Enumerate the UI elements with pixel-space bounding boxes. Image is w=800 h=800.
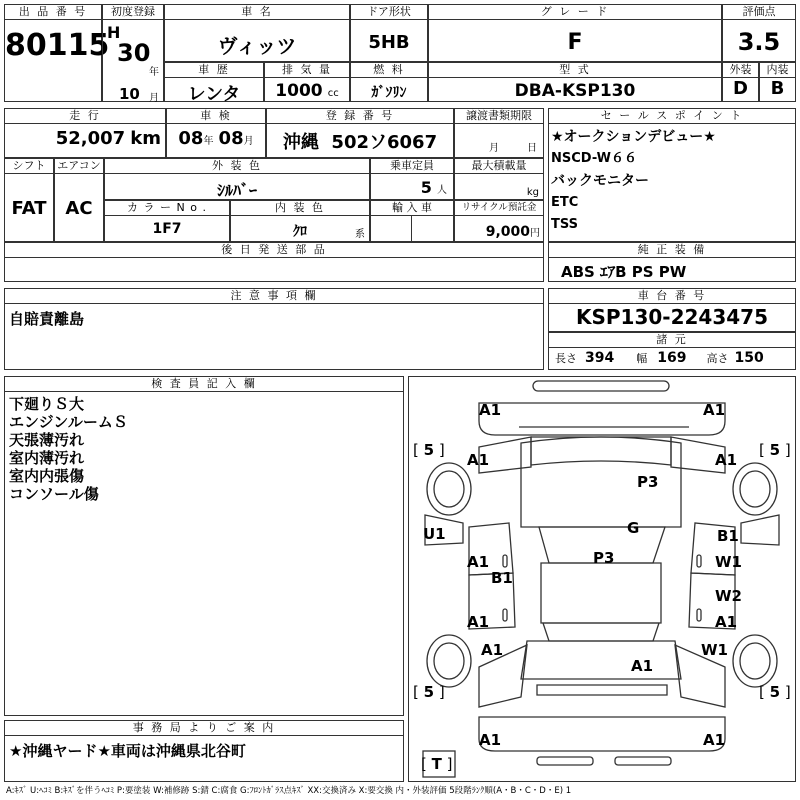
plate-number: 沖縄 502ソ6067 <box>282 132 438 153</box>
sales-point: バックモニター <box>551 173 649 189</box>
ext-color-label: 外 装 色 <box>105 159 369 174</box>
specs-label: 諸 元 <box>549 333 795 348</box>
int-color-cell <box>230 200 370 242</box>
tire-front-right: [ 5 ] <box>759 441 791 459</box>
length-label: 長さ <box>555 352 577 365</box>
car-name-cell <box>164 4 350 62</box>
mark-glass: G <box>627 519 640 537</box>
model: DBA-KSP130 <box>514 81 636 101</box>
mark-trunk: A1 <box>631 657 654 675</box>
length: 394 <box>585 350 615 366</box>
transfer-deadline-label: 譲渡書類期限 <box>455 109 543 124</box>
shift-label: シフト <box>5 159 53 174</box>
recycle-label: リサイクル預託金 <box>455 201 543 216</box>
equipment-label: 純 正 装 備 <box>549 243 795 258</box>
first-reg-year: 30 <box>117 39 151 67</box>
mark-front-right: A1 <box>703 401 726 419</box>
fuel-label: 燃 料 <box>351 63 427 78</box>
mark-right-door-front: B1 <box>717 527 739 545</box>
tire-front-left-value: 5 <box>423 441 435 459</box>
recycle-unit: 円 <box>530 228 540 239</box>
mark-right-door-rear-w: W2 <box>715 587 742 605</box>
inspector-line: 天張薄汚れ <box>9 431 85 449</box>
capacity-unit: 人 <box>437 185 447 196</box>
mark-right-door-rear: A1 <box>715 613 738 631</box>
transfer-deadline-cell <box>454 108 544 158</box>
lot-number-label: 出 品 番 号 <box>5 5 101 20</box>
tire-front-left: [ 5 ] <box>413 441 445 459</box>
load-label: 最大積載量 <box>455 159 543 174</box>
tire-rear-right: [ 5 ] <box>759 683 791 701</box>
era: H <box>107 23 121 42</box>
lot-number: 80115 <box>5 28 110 63</box>
office-text: ★沖縄ヤード★車両は沖縄県北谷町 <box>9 742 246 760</box>
width: 169 <box>657 350 687 366</box>
color-no-cell <box>104 200 230 242</box>
mileage-cell <box>4 108 166 158</box>
sales-point: TSS <box>551 217 579 232</box>
recycle-cell <box>454 200 544 242</box>
year-unit: 年 <box>149 67 159 78</box>
import-label: 輸 入 車 <box>371 201 453 216</box>
notes-panel <box>4 288 544 370</box>
car-diagram-outline <box>409 377 795 781</box>
tire-front-right-value: 5 <box>769 441 781 459</box>
specs-cell <box>548 332 796 370</box>
mark-front-left: A1 <box>479 401 502 419</box>
tire-rear-right-value: 5 <box>769 683 781 701</box>
mark-roof: P3 <box>593 549 615 567</box>
inspector-line: 室内内張傷 <box>9 467 85 485</box>
inspector-line: コンソール傷 <box>9 485 99 503</box>
mileage-unit: km <box>130 128 161 149</box>
mark-rear-bumper-right: A1 <box>703 731 726 749</box>
model-label: 型 式 <box>429 63 721 78</box>
load-unit: kg <box>526 187 539 198</box>
first-reg-month: 10 <box>119 85 140 103</box>
capacity-cell <box>370 158 454 200</box>
chassis-label: 車 台 番 号 <box>549 289 795 304</box>
interior-score-cell <box>759 62 796 102</box>
int-color-unit: 系 <box>355 229 365 240</box>
plate-cell <box>266 108 454 158</box>
int-color: ｸﾛ <box>293 224 307 240</box>
sales-point: ★オークションデビュー★ <box>551 129 716 145</box>
inspection-month: 08 <box>218 128 244 149</box>
inspector-label: 検 査 員 記 入 欄 <box>5 377 403 392</box>
mark-hood: P3 <box>637 473 659 491</box>
inspection-label: 車 検 <box>167 109 265 124</box>
mark-left-door-front-b: B1 <box>491 569 513 587</box>
car-name-label: 車 名 <box>165 5 349 20</box>
legend: A:ｷｽﾞ U:ﾍｺﾐ B:ｷｽﾞを伴うﾍｺﾐ P:要塗装 W:補修跡 S:錆 C:腐食 G:ﾌﾛﾝﾄｶﾞﾗｽ点ｷｽﾞ XX:交換済み X:要交換 内・外装評価 5段階ﾗﾝｸ順(A・B・C・D・E) 1 <box>6 786 572 796</box>
sales-points-label: セ ー ル ス ポ イ ン ト <box>549 109 795 124</box>
history: レンタ <box>187 84 241 105</box>
mark-left-door-rear: A1 <box>467 613 490 631</box>
ext-color: ｼﾙﾊﾞｰ <box>216 181 257 200</box>
mark-front-left-fender: A1 <box>467 451 490 469</box>
fuel-cell <box>350 62 428 102</box>
aircon-label: エアコン <box>55 159 103 174</box>
model-cell <box>428 62 722 102</box>
equipment-cell <box>548 242 796 282</box>
chassis-number: KSP130-2243475 <box>575 305 769 329</box>
inspection-month-unit: 月 <box>243 136 254 147</box>
shift: FAT <box>11 198 47 219</box>
fuel: ｶﾞｿﾘﾝ <box>371 85 407 101</box>
inspector-line: エンジンルームＳ <box>9 413 128 431</box>
interior-label: 内装 <box>760 63 795 78</box>
office-panel <box>4 720 404 782</box>
spare-tire-value: T <box>431 755 442 773</box>
inspector-line: 下廻りＳ大 <box>9 395 85 413</box>
int-color-label: 内 装 色 <box>231 201 369 216</box>
mark-left-side-top: U1 <box>423 525 446 543</box>
notes-text: 自賠責離島 <box>9 310 85 328</box>
transfer-month-unit: 月 <box>489 143 499 154</box>
mark-left-rear: A1 <box>481 641 504 659</box>
damage-diagram <box>408 376 796 782</box>
sales-point: NSCD-W６６ <box>551 151 637 166</box>
notes-label: 注 意 事 項 欄 <box>5 289 543 304</box>
color-no-label: カ ラ ー N o . <box>105 201 229 216</box>
equipment: ABS ｴｱB PS PW <box>561 263 687 281</box>
first-registration-cell <box>102 4 164 102</box>
load-cell <box>454 158 544 200</box>
sales-points-panel <box>548 108 796 242</box>
ext-color-cell <box>104 158 370 200</box>
grade-cell <box>428 4 722 62</box>
exterior-score: D <box>733 78 748 99</box>
inspection-year-unit: 年 <box>203 136 214 147</box>
transfer-day-unit: 日 <box>527 143 537 154</box>
height: 150 <box>734 350 764 366</box>
exterior-score-cell <box>722 62 759 102</box>
height-label: 高さ <box>706 352 729 365</box>
later-parts-label: 後 日 発 送 部 品 <box>5 243 543 258</box>
grade: F <box>567 30 583 55</box>
tire-rear-left-value: 5 <box>423 683 435 701</box>
chassis-cell <box>548 288 796 332</box>
first-registration-label: 初度登録 <box>103 5 163 20</box>
history-label: 車 歴 <box>165 63 263 78</box>
spare-tire: [ T ] <box>421 755 453 773</box>
score-cell <box>722 4 796 62</box>
displacement-unit: cc <box>327 88 339 99</box>
inspection-cell <box>166 108 266 158</box>
shift-cell <box>4 158 54 242</box>
import-divider <box>411 216 412 242</box>
import-cell <box>370 200 454 242</box>
score-label: 評価点 <box>723 5 795 20</box>
car-name: ヴィッツ <box>217 34 297 58</box>
plate-label: 登 録 番 号 <box>267 109 453 124</box>
recycle-amount: 9,000 <box>485 224 530 240</box>
inspector-panel <box>4 376 404 716</box>
mark-right-rear: W1 <box>701 641 728 659</box>
mark-left-door-front: A1 <box>467 553 490 571</box>
office-label: 事 務 局 よ り ご 案 内 <box>5 721 403 736</box>
displacement: 1000 <box>275 81 323 101</box>
later-parts-cell <box>4 242 544 282</box>
mark-right-door-front-w: W1 <box>715 553 742 571</box>
width-label: 幅 <box>636 352 648 365</box>
door-type-label: ドア形状 <box>351 5 427 20</box>
sales-point: ETC <box>551 195 579 210</box>
sales-points-list <box>549 124 795 238</box>
tire-rear-left: [ 5 ] <box>413 683 445 701</box>
history-cell <box>164 62 264 105</box>
score: 3.5 <box>737 28 781 56</box>
capacity: 5 <box>420 178 432 197</box>
lot-number-cell <box>4 4 110 102</box>
mileage-label: 走 行 <box>5 109 165 124</box>
inspector-line: 室内薄汚れ <box>9 449 85 467</box>
displacement-cell <box>264 62 350 102</box>
door-type-cell <box>350 4 428 62</box>
mileage: 52,007 <box>55 128 126 149</box>
inspection-year: 08 <box>178 128 204 149</box>
color-no: 1F7 <box>152 221 182 237</box>
month-unit: 月 <box>149 93 159 104</box>
exterior-label: 外装 <box>723 63 758 78</box>
displacement-label: 排 気 量 <box>265 63 349 78</box>
aircon: AC <box>65 198 93 219</box>
mark-front-right-fender: A1 <box>715 451 738 469</box>
mark-rear-bumper-left: A1 <box>479 731 502 749</box>
door-type: 5HB <box>368 32 410 53</box>
aircon-cell <box>54 158 104 242</box>
interior-score: B <box>770 78 785 99</box>
capacity-label: 乗車定員 <box>371 159 453 174</box>
grade-label: グ レ ー ド <box>429 5 721 20</box>
